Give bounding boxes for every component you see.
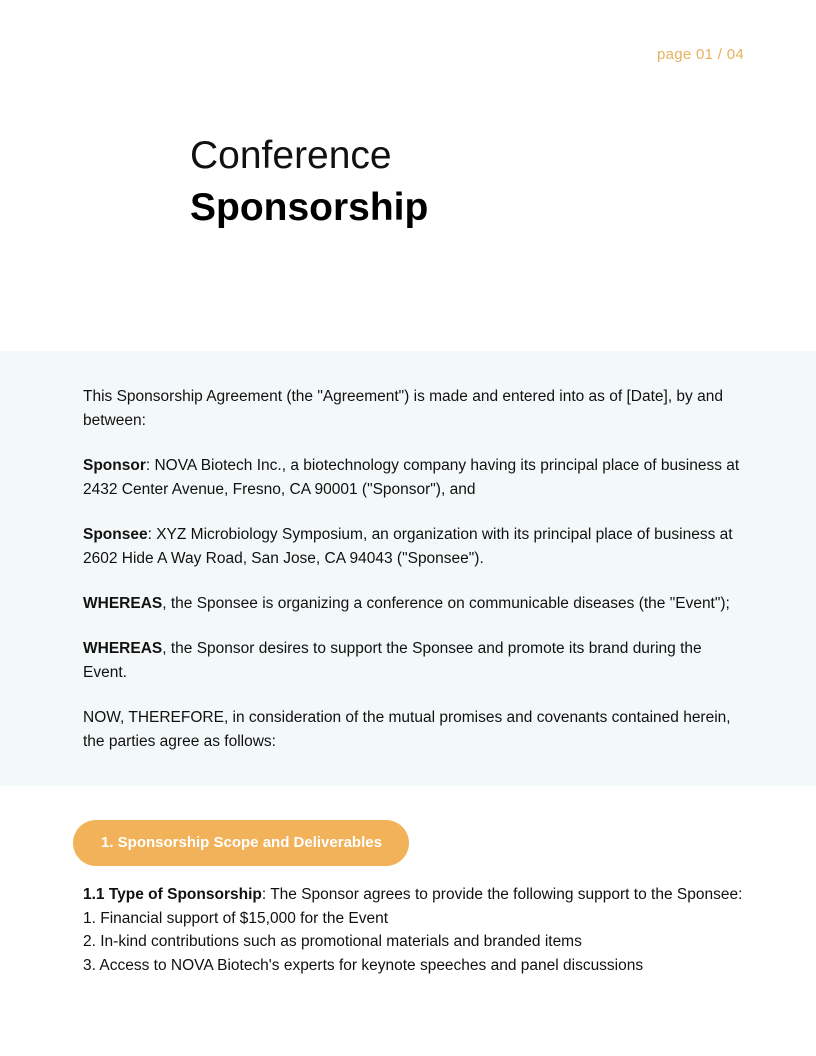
sponsee-details: : XYZ Microbiology Symposium, an organization with its principal place of business at 2602 Hide A Way Road, San Jose, CA 94043 ("Sponsee"). — [83, 526, 733, 567]
whereas-label-1: WHEREAS — [83, 595, 163, 612]
sponsee-paragraph — [83, 523, 743, 571]
intro-section — [83, 385, 743, 775]
intro-opening-paragraph: This Sponsorship Agreement (the "Agreement") is made and entered into as of [Date], by and between: — [83, 388, 723, 429]
title-line-conference: Conference — [190, 134, 392, 177]
title-line-sponsorship: Sponsorship — [190, 186, 429, 229]
whereas-label-2: WHEREAS — [83, 640, 163, 657]
clause-1-1-label: 1.1 Type of Sponsorship — [83, 886, 262, 903]
therefore-paragraph: NOW, THEREFORE, in consideration of the mutual promises and covenants contained herein, the parties agree as follows: — [83, 709, 731, 750]
sponsor-details: : NOVA Biotech Inc., a biotechnology company having its principal place of business at 2432 Center Avenue, Fresno, CA 90001 ("Sponsor"), and — [83, 457, 740, 498]
sponsor-paragraph — [83, 454, 743, 502]
section-1-heading: 1. Sponsorship Scope and Deliverables — [73, 820, 409, 866]
whereas-text-1: , the Sponsee is organizing a conference on communicable diseases (the "Event"); — [162, 595, 730, 612]
whereas-paragraph-1 — [83, 592, 743, 616]
sponsor-label: Sponsor — [83, 457, 146, 474]
whereas-paragraph-2 — [83, 637, 743, 685]
whereas-text-2: , the Sponsor desires to support the Sponsee and promote its brand during the Event. — [83, 640, 702, 681]
page-title — [190, 130, 428, 234]
list-item: 1. Financial support of $15,000 for the Event — [83, 909, 389, 927]
list-item: 2. In-kind contributions such as promotional materials and branded items — [83, 933, 582, 950]
section-1-body — [83, 883, 743, 977]
clause-1-1-text: : The Sponsor agrees to provide the following support to the Sponsee: — [261, 886, 743, 903]
page-number: page 01 / 04 — [656, 46, 744, 63]
clause-1-1 — [83, 883, 743, 907]
sponsee-label: Sponsee — [83, 526, 148, 543]
list-item: 3. Access to NOVA Biotech's experts for keynote speeches and panel discussions — [83, 956, 644, 974]
sponsorship-support-list — [83, 907, 743, 978]
